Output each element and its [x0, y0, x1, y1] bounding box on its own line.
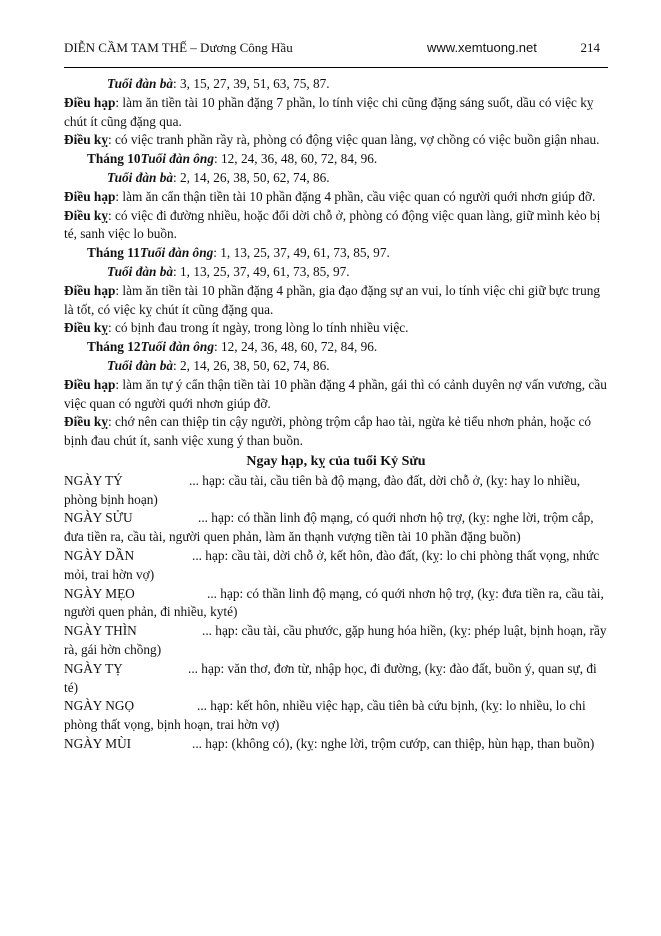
page: [64, 38, 608, 751]
day-text: ... hạp: có thần linh độ mạng, có quới nhơn hộ trợ, (kỵ: đưa tiền ra, cầu tài, người quen phản, đi nhiều, kyté): [64, 585, 604, 620]
day-text: ... hạp: cầu tài, cầu tiên bà độ mạng, đào đất, dời chỗ ở, (kỵ: hay lo nhiều, phòng bịnh hoạn): [64, 472, 581, 507]
dieu-ky-paragraph: Điều kỵ: chớ nên can thiệp tin cậy người, phòng trộm cắp hao tài, ngừa kẻ tiểu nhơn phản, hoặc có bịnh đau chút ít, sanh việc xung ý than buồn.: [64, 414, 592, 449]
dieu-ky-paragraph: Điều kỵ: có bịnh đau trong ít ngày, trong lòng lo tính nhiều việc.: [64, 320, 409, 336]
day-entry: [64, 660, 608, 698]
month-11-heading: Tháng 11Tuổi đàn ông: 1, 13, 25, 37, 49, 61, 73, 85, 97.: [87, 245, 390, 261]
day-list: [64, 472, 608, 754]
day-text: ... hạp: (không có), (kỵ: nghe lời, trộm cướp, can thiệp, hùn hạp, than buồn): [192, 735, 595, 751]
day-text: ... hạp: cầu tài, dời chỗ ở, kết hôn, đào đất, (kỵ: lo chi phòng thất vọng, nhức mỏi, trai hờn vợ): [64, 547, 600, 582]
women-ages-line: Tuổi đàn bà: 3, 15, 27, 39, 51, 63, 75, 87.: [107, 76, 330, 91]
day-entry: [64, 697, 608, 735]
day-name: NGÀY SỬU: [64, 510, 133, 526]
day-name: NGÀY DẦN: [64, 547, 135, 563]
dieu-hap-paragraph: Điều hạp: làm ăn cẩn thận tiền tài 10 phần đặng 4 phần, cầu việc quan có người quới nhơn giúp đỡ.: [64, 188, 596, 204]
dieu-hap-paragraph: Điều hạp: làm ăn tiền tài 10 phần đặng 4 phần, gia đạo đặng sự an vui, lo tính việc chi giữ bực trung là tốt, có việc kỵ chút ít cũng đặng qua.: [64, 282, 601, 317]
day-text: ... hạp: văn thơ, đơn từ, nhập học, đi đường, (kỵ: đào đất, buồn ý, quan sự, đi té): [64, 660, 597, 695]
header-divider: [64, 67, 608, 68]
page-content: [64, 75, 608, 754]
day-text: ... hạp: có thần linh độ mạng, có quới nhơn hộ trợ, (kỵ: nghe lời, trộm cắp, đưa tiền ra, cầu tài, người quen phản, làm ăn thạnh vượng tiền tài 10 phần đặng buồn): [64, 510, 594, 545]
day-name: NGÀY THÌN: [64, 623, 137, 639]
page-number: 214: [580, 40, 600, 55]
day-entry: [64, 547, 608, 585]
book-title: DIỄN CẦM TAM THẾ – Dương Công Hầu: [64, 40, 293, 55]
dieu-hap-paragraph: Điều hạp: làm ăn tiền tài 10 phần đặng 7 phần, lo tính việc chi cũng đặng sáng suốt, dầu có việc kỵ chút ít cũng đặng qua.: [64, 94, 594, 129]
dieu-ky-paragraph: Điều kỵ: có việc tranh phần rầy rà, phòng có động việc quan làng, vợ chồng có việc buồn giận nhau.: [64, 132, 600, 148]
page-header: [64, 38, 608, 58]
day-text: ... hạp: kết hôn, nhiều việc hạp, cầu tiên bà cứu bịnh, (kỵ: lo nhiều, lo chi phòng thất vọng, bịnh hoạn, trai hờn vợ): [64, 698, 586, 733]
day-text: ... hạp: cầu tài, cầu phước, gặp hung hóa hiền, (kỵ: phép luật, bịnh hoạn, rầy rà, gái hờn chồng): [64, 623, 607, 657]
dieu-ky-paragraph: Điều kỵ: có việc đi đường nhiều, hoặc đổi dời chỗ ở, phòng có động việc quan làng, giữ mình kẻo bị té, sanh việc lo buồn.: [64, 207, 601, 242]
day-entry: [64, 509, 608, 547]
women-ages-line: Tuổi đàn bà: 2, 14, 26, 38, 50, 62, 74, 86.: [107, 169, 330, 185]
month-12-heading: Tháng 12Tuổi đàn ông: 12, 24, 36, 48, 60, 72, 84, 96.: [87, 339, 378, 355]
website-url: www.xemtuong.net: [427, 40, 537, 55]
day-entry: [64, 622, 608, 660]
day-name: NGÀY TỴ: [64, 660, 123, 676]
day-entry: [64, 472, 608, 510]
day-name: NGÀY TÝ: [64, 472, 123, 488]
day-name: NGÀY NGỌ: [64, 698, 135, 714]
day-entry: [64, 585, 608, 623]
day-name: NGÀY MẸO: [64, 585, 135, 601]
month-10-heading: Tháng 10Tuổi đàn ông: 12, 24, 36, 48, 60, 72, 84, 96.: [87, 151, 378, 167]
dieu-hap-paragraph: Điều hạp: làm ăn tự ý cẩn thận tiền tài 10 phần đặng 4 phần, gái thì có cảnh duyên nợ vấn vương, cầu việc quan có người quới nhơn giúp đỡ.: [64, 376, 607, 411]
section-title: Ngay hạp, kỵ của tuổi Kỷ Sửu: [246, 453, 426, 469]
day-name: NGÀY MÙI: [64, 735, 132, 751]
women-ages-line: Tuổi đàn bà: 2, 14, 26, 38, 50, 62, 74, 86.: [107, 357, 330, 373]
women-ages-line: Tuổi đàn bà: 1, 13, 25, 37, 49, 61, 73, 85, 97.: [107, 263, 350, 279]
day-entry: [64, 735, 608, 754]
